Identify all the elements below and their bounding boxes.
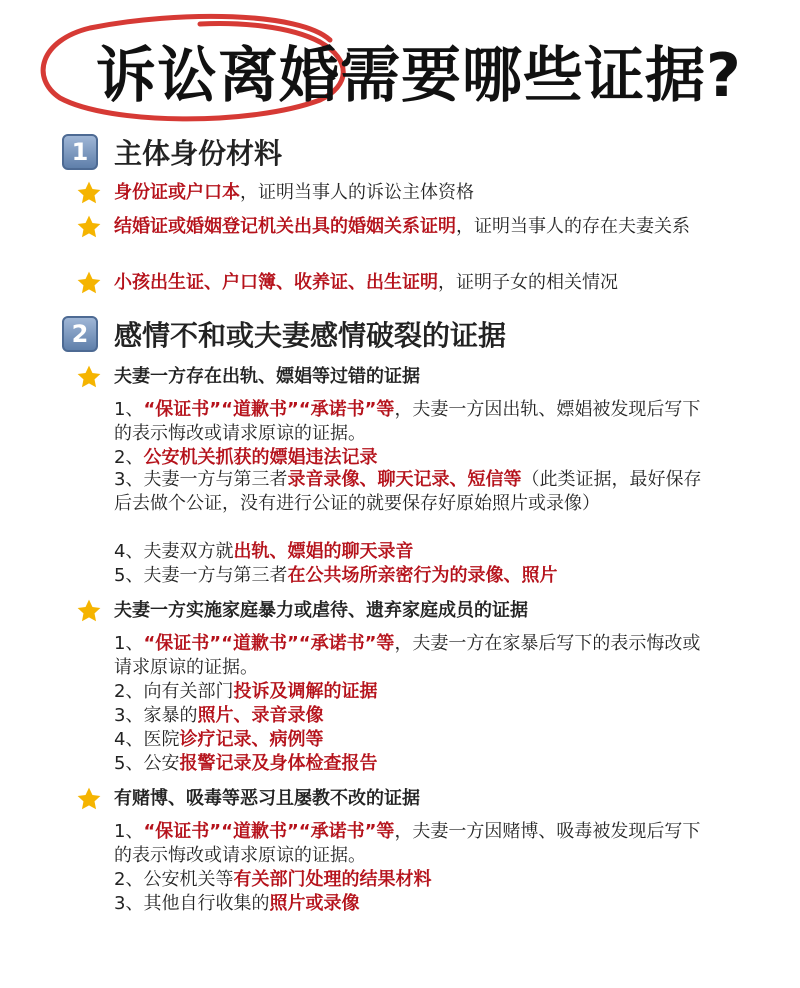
group-2-heading: 夫妻一方实施家庭暴力或虐待、遗弃家庭成员的证据 — [114, 600, 528, 621]
group-heading — [76, 786, 756, 812]
group-1-heading: 夫妻一方存在出轨、嫖娼等过错的证据 — [114, 366, 420, 387]
list-item: 3、家暴的照片、录音录像 — [114, 705, 324, 726]
list-item — [76, 180, 756, 206]
list-item: 4、医院诊疗记录、病例等 — [114, 729, 324, 750]
list-item: 1、“保证书”“道歉书”“承诺书”等，夫妻一方因出轨、嫖娼被发现后写下的表示悔改或请求原谅的证据。 — [114, 399, 701, 444]
star-icon — [76, 214, 102, 240]
list-item: 2、公安机关抓获的嫖娼违法记录 — [114, 447, 378, 468]
list-item: 1、“保证书”“道歉书”“承诺书”等，夫妻一方因赌博、吸毒被发现后写下的表示悔改或请求原谅的证据。 — [114, 821, 701, 866]
star-icon — [76, 598, 102, 624]
group-3-heading: 有赌博、吸毒等恶习且屡教不改的证据 — [114, 788, 420, 809]
list-item: 2、向有关部门投诉及调解的证据 — [114, 681, 378, 702]
section-2-title: 感情不和或夫妻感情破裂的证据 — [114, 319, 507, 352]
evidence-description: ，证明子女的相关情况 — [438, 272, 618, 293]
section-2-header — [62, 314, 506, 354]
number-badge-2: 2 — [62, 316, 98, 352]
section-1-header — [62, 132, 282, 172]
list-item — [76, 214, 756, 240]
group-heading — [76, 598, 756, 624]
star-icon — [76, 270, 102, 296]
list-item — [76, 270, 756, 296]
group-heading — [76, 364, 756, 390]
list-item: 1、“保证书”“道歉书”“承诺书”等，夫妻一方在家暴后写下的表示悔改或请求原谅的证据。 — [114, 633, 701, 678]
list-item: 5、夫妻一方与第三者在公共场所亲密行为的录像、照片 — [114, 565, 558, 586]
evidence-highlight: 小孩出生证、户口簿、收养证、出生证明 — [114, 272, 438, 293]
list-item: 3、夫妻一方与第三者录音录像、聊天记录、短信等（此类证据，最好保存后去做个公证，没有进行公证的就要保存好原始照片或录像） — [114, 469, 702, 514]
evidence-description: ，证明当事人的存在夫妻关系 — [456, 216, 690, 237]
evidence-description: ，证明当事人的诉讼主体资格 — [240, 182, 474, 203]
list-item: 5、公安报警记录及身体检查报告 — [114, 753, 378, 774]
list-item: 3、其他自行收集的照片或录像 — [114, 893, 360, 914]
star-icon — [76, 786, 102, 812]
list-item: 2、公安机关等有关部门处理的结果材料 — [114, 869, 432, 890]
title-area — [0, 0, 800, 130]
page-title: 诉讼离婚需要哪些证据? — [96, 41, 742, 111]
star-icon — [76, 180, 102, 206]
section-1-title: 主体身份材料 — [114, 137, 283, 170]
star-icon — [76, 364, 102, 390]
number-badge-1: 1 — [62, 134, 98, 170]
list-item: 4、夫妻双方就出轨、嫖娼的聊天录音 — [114, 541, 414, 562]
evidence-highlight: 结婚证或婚姻登记机关出具的婚姻关系证明 — [114, 216, 456, 237]
evidence-highlight: 身份证或户口本 — [114, 182, 240, 203]
